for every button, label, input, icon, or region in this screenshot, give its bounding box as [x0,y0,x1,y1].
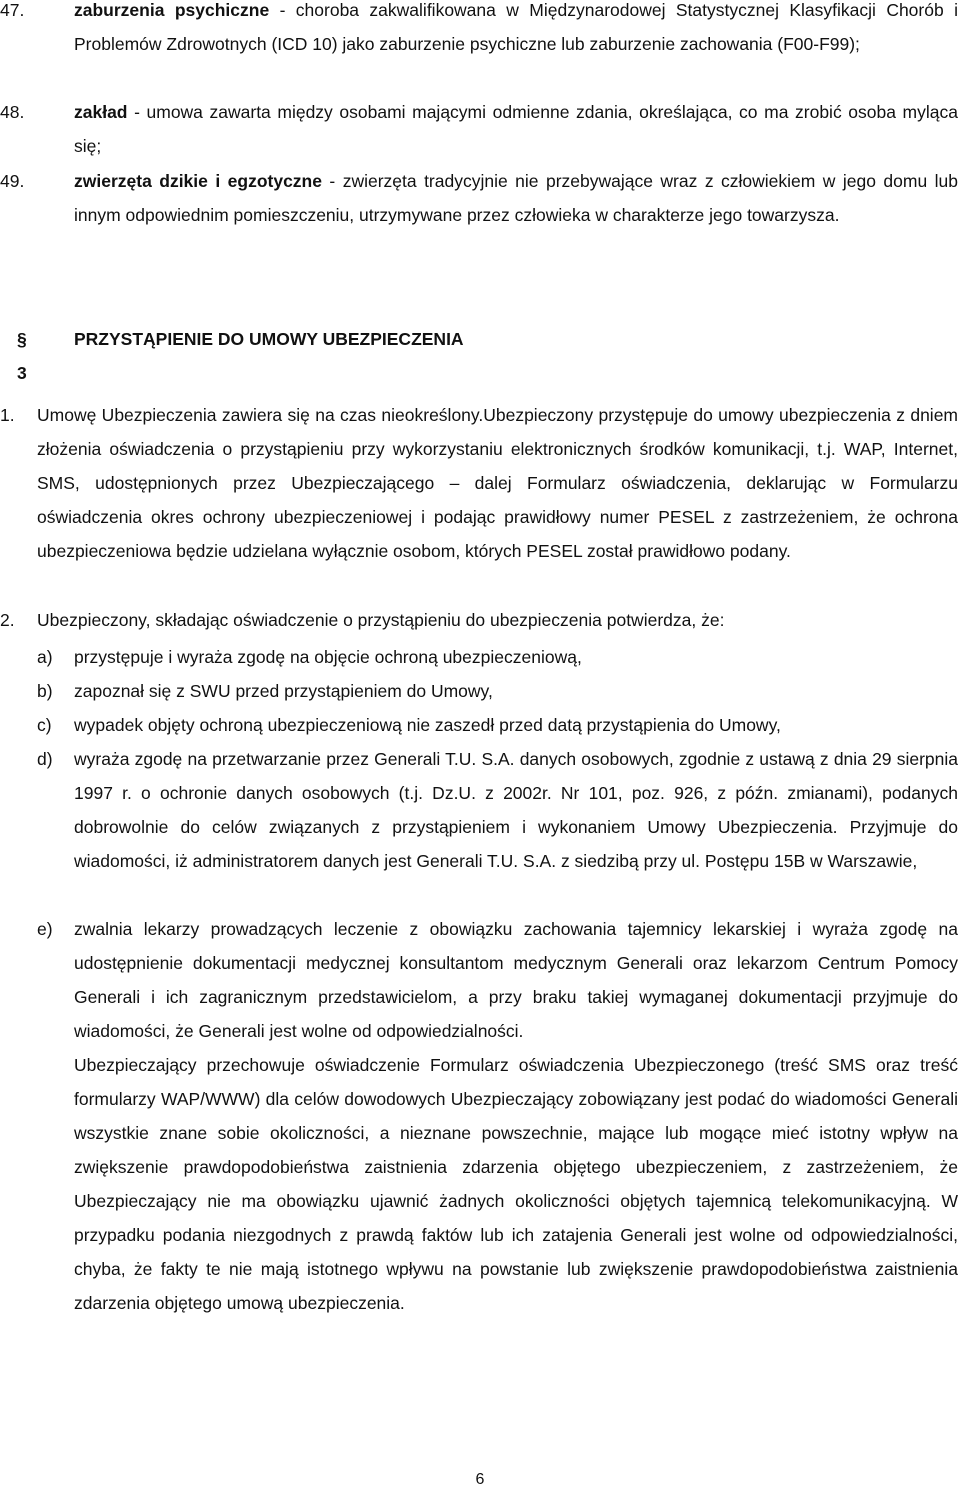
list-label: d) [37,749,53,769]
list-item: wypadek objęty ochroną ubezpieczeniową nie zaszedł przed datą przystąpienia do Umowy, [74,715,781,735]
list-label: e) [37,919,53,939]
list-item: wyraża zgodę na przetwarzanie przez Generali T.U. S.A. danych osobowych, zgodnie z ustawą z dnia 29 sierpnia 1997 r. o ochronie danych osobowych (t.j. Dz.U. z 2002r. Nr 101, poz. 926, z późn. zmianami), podanych dobrowolnie do celów związanych z przystąpieniem i wykonaniem Umowy Ubezpieczenia. Przyjmuje do wiadomości, iż administratorem danych jest Generali T.U. S.A. z siedzibą przy ul. Postępu 15B w Warszawie, [74,749,958,871]
definition-number: 47. [0,0,25,20]
list-item: zwalnia lekarzy prowadzących leczenie z obowiązku zachowania tajemnicy lekarskiej i wyraża zgodę na udostępnienie dokumentacji medycznej konsultantom medycznym Generali oraz lekarzom Centrum Pomocy Generali i ich zagranicznym przedstawicielom, a przy braku takiej wymaganej dokumentacji przyjmuje do wiadomości, że Generali jest wolne od odpowiedzialności. [74,919,958,1041]
closing-paragraph: Ubezpieczający przechowuje oświadczenie Formularz oświadczenia Ubezpieczonego (treść SMS oraz treść formularzy WAP/WWW) dla celów dowodowych Ubezpieczający zobowiązany jest podać do wiadomości Generali wszystkie znane sobie okoliczności, a nieznane powszechnie, mające lub mogące mieć istotny wpływ na zwiększenie prawdopodobieństwa zaistnienia zdarzenia objętego ubezpieczeniem, z zastrzeżeniem, że Ubezpieczający nie ma obowiązku ujawnić żadnych okoliczności objętych tajemnicą telekomunikacyjną. W przypadku podania niezgodnych z prawdą faktów lub ich zatajenia Generali jest wolne od odpowiedzialności, chyba, że fakty te nie mają istotnego wpływu na powstanie lub zwiększenie prawdopodobieństwa zaistnienia zdarzenia objętego umową ubezpieczenia. [74,1055,958,1313]
section-symbol: § [17,329,27,349]
definition-term: zakład [74,102,128,122]
paragraph-number: 2. [0,610,15,630]
list-label: b) [37,681,53,701]
page-number: 6 [475,1471,485,1488]
list-item: zapoznał się z SWU przed przystąpieniem do Umowy, [74,681,493,701]
paragraph-number: 1. [0,405,15,425]
section-number: § 3 [17,329,27,383]
definition-item [74,95,958,163]
definition-item [74,164,958,232]
definition-number: 48. [0,102,25,122]
paragraph-text: Umowę Ubezpieczenia zawiera się na czas nieokreślony.Ubezpieczony przystępuje do umowy ubezpieczenia z dniem złożenia oświadczenia o przystąpieniu przy wykorzystaniu elektronicznych środków komunikacji, t.j. WAP, Internet, SMS, udostępnionych przez Ubezpieczającego – dalej Formularz oświadczenia, deklarując w Formularzu oświadczenia okres ochrony ubezpieczeniowej i podając prawidłowy numer PESEL z zastrzeżeniem, że ochrona ubezpieczeniowa będzie udzielana wyłącznie osobom, których PESEL został prawidłowo podany. [37,405,958,561]
definition-text: - zwierzęta tradycyjnie nie przebywające wraz z człowiekiem w jego domu lub innym odpowiednim pomieszczeniu, utrzymywane przez człowieka w charakterze jego towarzysza. [74,171,958,225]
definition-number: 49. [0,171,25,191]
definition-term: zwierzęta dzikie i egzotyczne [74,171,322,191]
paragraph-text: Ubezpieczony, składając oświadczenie o przystąpieniu do ubezpieczenia potwierdza, że: [37,610,725,630]
definition-term: zaburzenia psychiczne [74,0,270,20]
definition-text: - umowa zawarta między osobami mającymi odmienne zdania, określająca, co ma zrobić osoba myląca się; [74,102,958,156]
list-label: a) [37,647,53,667]
list-item: przystępuje i wyraża zgodę na objęcie ochroną ubezpieczeniową, [74,647,582,667]
definition-text: - choroba zakwalifikowana w Międzynarodowej Statystycznej Klasyfikacji Chorób i Problemów Zdrowotnych (ICD 10) jako zaburzenie psychiczne lub zaburzenie zachowania (F00-F99); [74,0,958,54]
definition-item [74,0,958,61]
section-title: PRZYSTĄPIENIE DO UMOWY UBEZPIECZENIA [74,329,464,349]
list-label: c) [37,715,52,735]
